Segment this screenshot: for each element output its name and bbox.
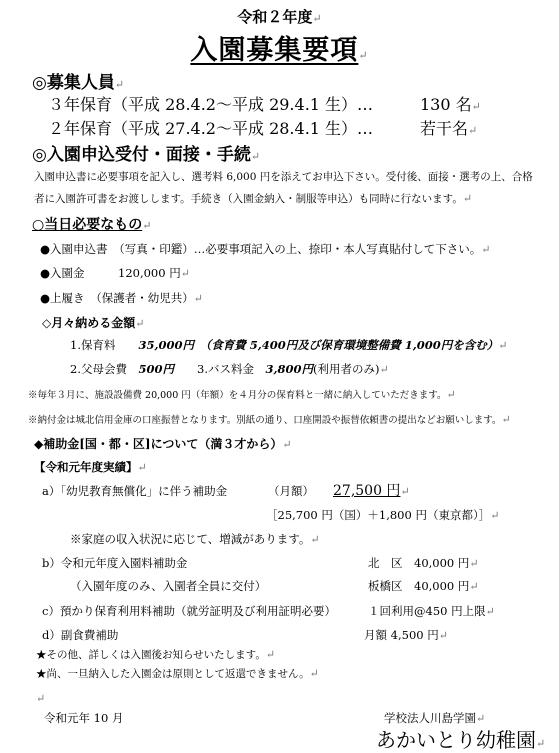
subsidy-b-itabashi: 板橋区 40,000 円↵ [368,579,479,593]
subsidy-period: 【令和元年度実績】↵ [34,460,147,474]
blank-line: ↵ [36,692,46,705]
note-star-2: ★尚、一旦納入した入園金は原則として返還できません。↵ [36,667,319,680]
application-paragraph-2: 者に入園許可書をお渡しします。手続き（入園金納入・制服等申込）も同時に行ないます。↵ [34,192,473,205]
note-bank-transfer: ※納付金は城北信用金庫の口座振替となります。別紙の通り、口座開設や振替依頼書の提出などお願いします。↵ [28,413,511,426]
items-row-entrance-fee-value: 120,000 円↵ [118,266,190,280]
subsidy-heading: ◆補助金[国・都・区]について（満３才から）↵ [34,437,292,451]
monthly-heading: ◇月々納める金額↵ [42,316,145,330]
recruitment-heading: ◎募集人員↵ [32,73,125,93]
subsidy-a-monthly: （月額） [268,484,314,498]
subsidy-c-value: １回利用@450 円上限↵ [368,604,495,618]
subsidy-b-label: b）令和元年度入園料補助金 [42,556,188,570]
note-facility-fee: ※毎年３月に、施設設備費 20,000 円（年額）を４月分の保育料と一緒に納入していただきます。↵ [28,388,456,401]
subsidy-a-amount: 27,500 円↵ [333,483,410,499]
items-row-entrance-fee-label: ●入園金 [40,266,85,280]
items-row-application-form: ●入園申込書 （写真・印鑑）…必要事項記入の上、捺印・本人写真貼付して下さい。↵ [40,242,491,256]
subsidy-c-label: c）預かり保育利用料補助（就労証明及び利用証明必要） [42,604,336,618]
subsidy-a-breakdown: ［25,700 円（国）＋1,800 円（東京都）］↵ [266,508,500,522]
document-title: 入園募集要項↵ [190,35,369,66]
subsidy-a-label: a）「幼児教育無償化」に伴う補助金 [42,484,228,498]
monthly-line-2: 2.父母会費 500円 3.バス料金 3,800円(利用者のみ)↵ [70,362,389,376]
application-paragraph-1: 入園申込書に必要事項を記入し、選考料 6,000 円を添えてお申込下さい。受付後、面接・選考の上、合格 [34,171,533,183]
recruitment-row-3yr: ３年保育（平成 28.4.2～平成 29.4.1 生）… [48,95,374,114]
subsidy-d-value: 月額 4,500 円↵ [364,628,448,642]
document-year: 令和２年度↵ [237,8,322,26]
footer-date: 令和元年 10 月 [44,711,124,725]
recruitment-count-3yr: 130 名↵ [420,95,481,114]
items-row-slippers: ●上履き （保護者・幼児共）↵ [40,291,204,305]
footer-school-name: あかいとり幼稚園↵ [376,728,546,752]
subsidy-d-label: d）副食費補助 [42,628,119,642]
footer-corporation: 学校法人川島学園↵ [384,711,486,725]
recruitment-count-2yr: 若干名↵ [420,119,478,138]
note-star-1: ★その他、詳しくは入園後お知らせいたします。↵ [36,648,276,661]
monthly-line-1: 1.保育料 35,000円 （食育費 5,400円及び保育環境整備費 1,000円を含む）↵ [70,338,508,352]
subsidy-b-sub: （入園年度のみ、入園者全員に交付） [70,579,267,593]
recruitment-row-2yr: ２年保育（平成 27.4.2～平成 28.4.1 生）… [48,119,374,138]
application-heading: ◎入園申込受付・面接・手続↵ [32,145,261,165]
items-heading: ○当日必要なもの↵ [32,217,152,233]
subsidy-a-note: ※家庭の収入状況に応じて、増減があります。↵ [70,532,320,546]
subsidy-b-kita: 北 区 40,000 円↵ [368,556,479,570]
